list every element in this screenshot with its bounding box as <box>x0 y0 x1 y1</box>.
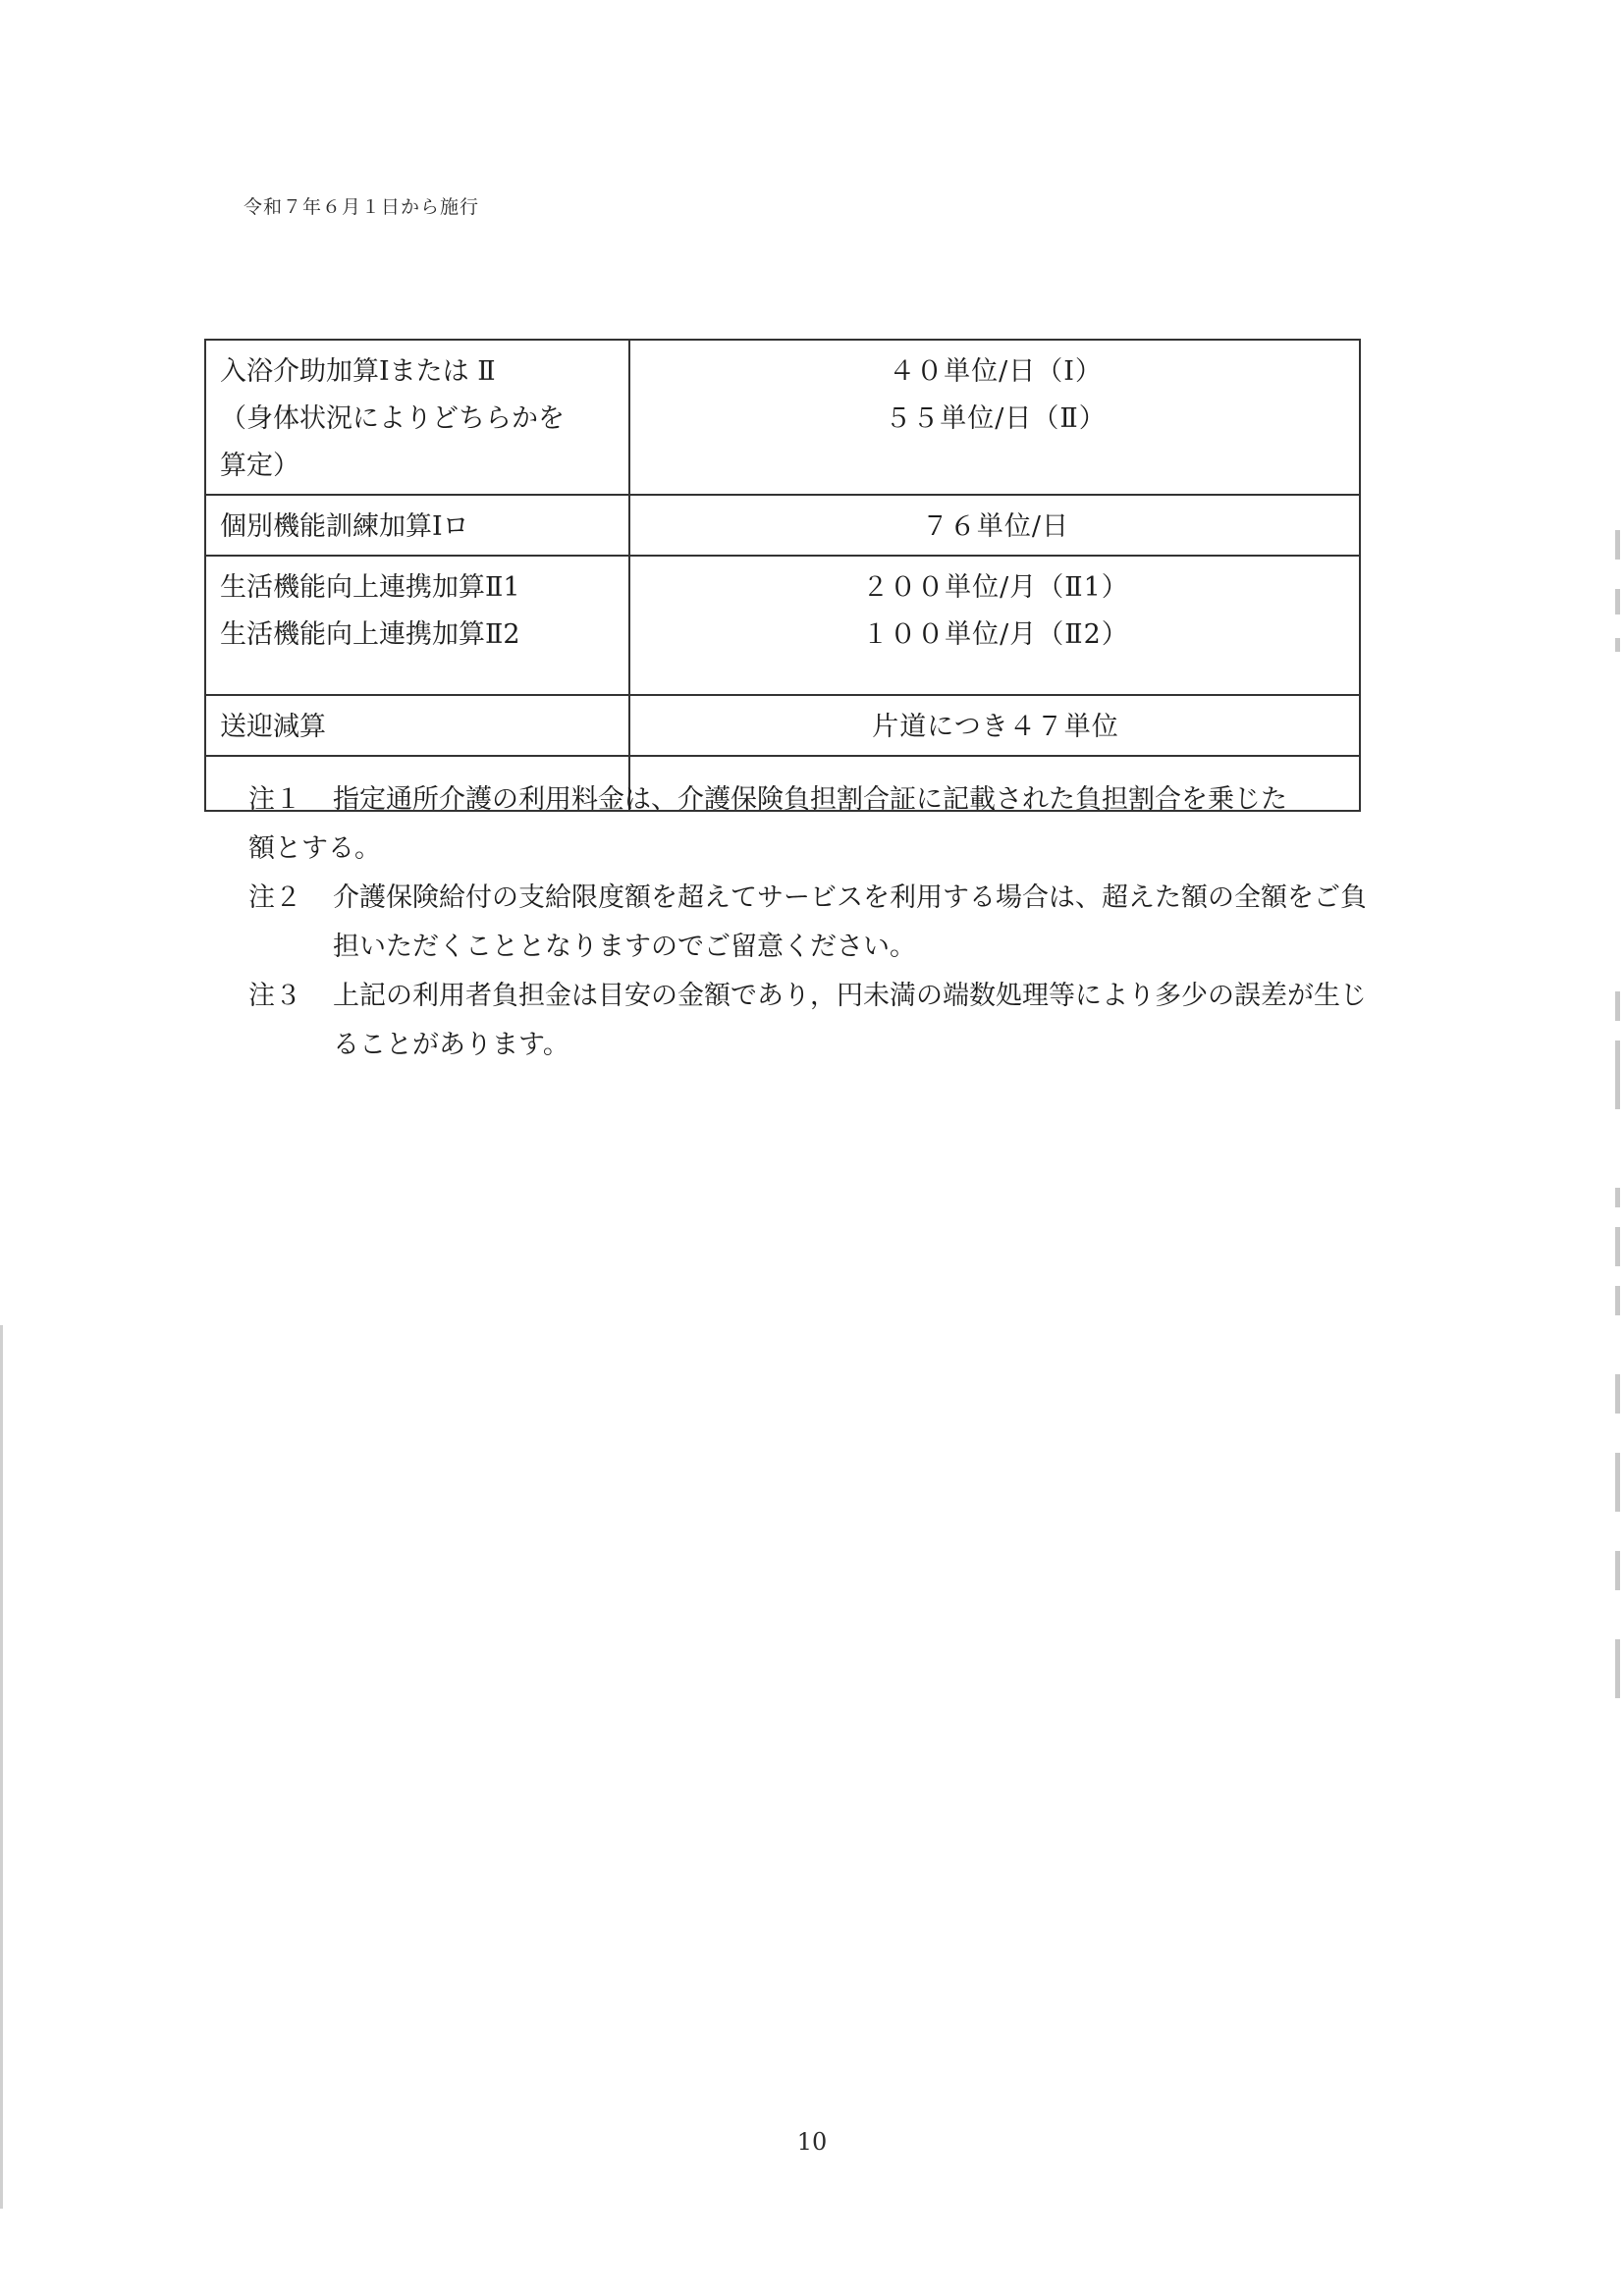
individual-training-value-cell <box>629 495 1360 556</box>
scan-artifact <box>1615 1551 1620 1590</box>
row-label-line: 個別機能訓練加算Ⅰロ <box>220 511 469 542</box>
note-label: 注３ <box>248 981 301 1011</box>
bath-assistance-value-cell <box>629 340 1360 495</box>
scan-artifact <box>1615 1286 1620 1315</box>
scan-artifact <box>1615 1453 1620 1512</box>
row-label-line: 算定） <box>220 451 299 481</box>
scan-artifact <box>1615 530 1620 560</box>
note-1-line-2: 額とする。 <box>248 833 381 864</box>
scan-artifact <box>1615 1374 1620 1414</box>
note-2 <box>248 874 1368 972</box>
table-row <box>205 695 1360 756</box>
note-text: 上記の利用者負担金は目安の金額であり，円未満の端数処理等により多少の誤差が生じることがあります。 <box>333 981 1367 1060</box>
row-label-line: 送迎減算 <box>220 712 326 742</box>
note-label: 注１ <box>248 784 301 815</box>
row-value-line: 片道につき４７単位 <box>872 712 1119 742</box>
note-3 <box>248 972 1368 1070</box>
row-label-line: 生活機能向上連携加算Ⅱ2 <box>220 619 520 650</box>
row-value-line: ５５単位/日（Ⅱ） <box>885 403 1107 434</box>
scan-artifact <box>1615 589 1620 614</box>
row-label-line: 生活機能向上連携加算Ⅱ1 <box>220 572 520 603</box>
transport-reduction-label-cell <box>205 695 629 756</box>
note-label: 注２ <box>248 882 301 913</box>
row-value-line: ４０単位/日（Ⅰ） <box>889 356 1103 387</box>
row-label-line: 入浴介助加算Ⅰまたは Ⅱ <box>220 356 496 387</box>
transport-reduction-value-cell <box>629 695 1360 756</box>
scan-left-edge <box>0 1325 3 2209</box>
note-1 <box>248 775 1368 874</box>
scan-artifact <box>1615 1188 1620 1207</box>
bath-assistance-label-cell <box>205 340 629 495</box>
life-function-value-cell <box>629 556 1360 695</box>
page-number: 10 <box>796 2128 828 2156</box>
row-value-line: １００単位/月（Ⅱ2） <box>862 619 1129 650</box>
notes-section <box>248 775 1368 1070</box>
table-row <box>205 495 1360 556</box>
life-function-label-cell <box>205 556 629 695</box>
scan-artifact <box>1615 1041 1620 1109</box>
note-text: 介護保険給付の支給限度額を超えてサービスを利用する場合は、超えた額の全額をご負担いただくこととなりますのでご留意ください。 <box>333 882 1367 962</box>
scan-artifact <box>1615 991 1620 1021</box>
scan-artifact <box>1615 638 1620 652</box>
row-value-line: ２００単位/月（Ⅱ1） <box>862 572 1129 603</box>
table-row <box>205 556 1360 695</box>
effective-date-note: 令和７年６月１日から施行 <box>244 196 480 218</box>
scan-artifact <box>1615 1227 1620 1266</box>
individual-training-label-cell <box>205 495 629 556</box>
row-value-line: ７６単位/日 <box>921 511 1070 542</box>
scan-artifact <box>1615 1639 1620 1698</box>
row-label-line: （身体状況によりどちらかを <box>220 403 565 434</box>
note-1-line-1: 指定通所介護の利用料金は、介護保険負担割合証に記載された負担割合を乗じた <box>333 784 1287 815</box>
fee-table <box>204 339 1361 812</box>
table-row <box>205 340 1360 495</box>
